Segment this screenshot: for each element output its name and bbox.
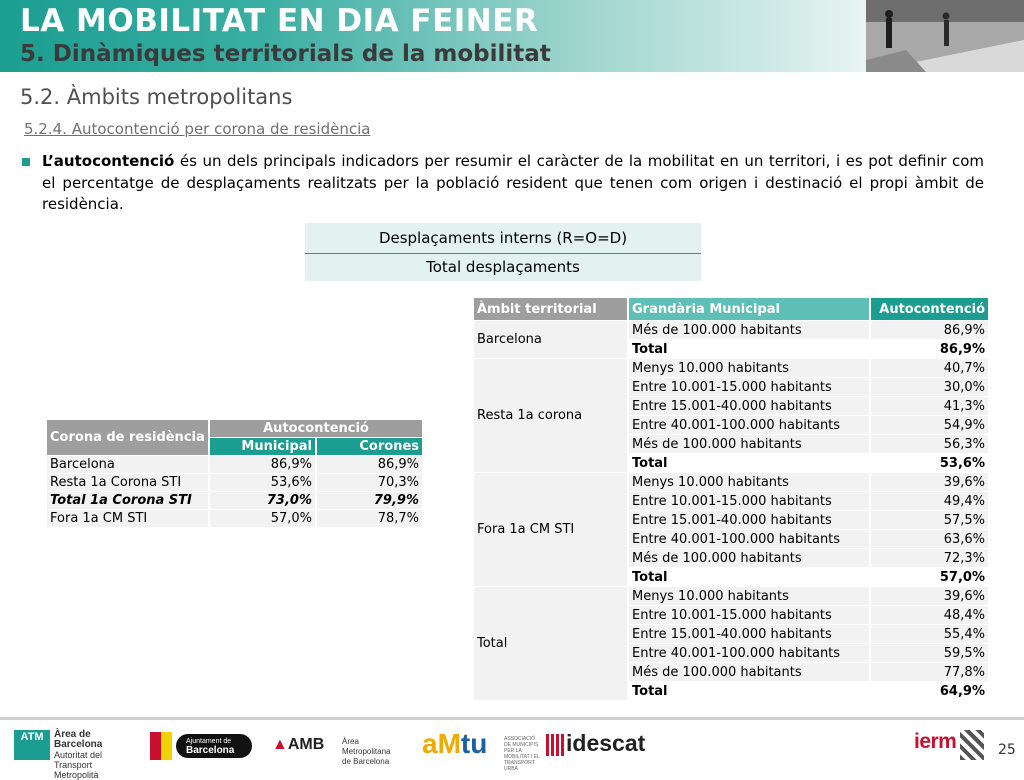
- size-cell: Més de 100.000 habitants: [629, 321, 869, 339]
- value-cell: 72,3%: [871, 549, 988, 567]
- ambit-col-header: Àmbit territorial: [474, 298, 627, 320]
- size-cell: Entre 40.001-100.000 habitants: [629, 416, 869, 434]
- value-cell: 86,9%: [871, 340, 988, 358]
- amtu-mark-b: tu: [460, 728, 488, 759]
- page-subtitle: 5. Dinàmiques territorials de la mobilitat: [20, 41, 551, 67]
- size-cell: Entre 40.001-100.000 habitants: [629, 644, 869, 662]
- row-label: Resta 1a Corona STI: [47, 474, 208, 491]
- atm-line: Àrea de Barcelona: [54, 729, 103, 750]
- amb-mark-text: AMB: [287, 736, 325, 753]
- size-cell: Total: [629, 340, 869, 358]
- value-cell: 57,0%: [871, 568, 988, 586]
- size-cell: Entre 15.001-40.000 habitants: [629, 625, 869, 643]
- idescat-stripes-icon: [546, 734, 564, 756]
- table-row-total: [47, 492, 422, 509]
- ambit-cell: Barcelona: [474, 321, 627, 358]
- size-cell: Entre 10.001-15.000 habitants: [629, 378, 869, 396]
- value-cell: 39,6%: [871, 473, 988, 491]
- ierm-pattern-icon: [960, 730, 984, 760]
- value-cell: 41,3%: [871, 397, 988, 415]
- value-cell: 40,7%: [871, 359, 988, 377]
- value-cell: 30,0%: [871, 378, 988, 396]
- size-cell: Entre 10.001-15.000 habitants: [629, 606, 869, 624]
- table-row: [474, 473, 988, 491]
- table-row: [474, 359, 988, 377]
- value-cell: 77,8%: [871, 663, 988, 681]
- size-cell: Total: [629, 454, 869, 472]
- amtu-mark: [422, 728, 487, 760]
- size-cell: Més de 100.000 habitants: [629, 549, 869, 567]
- table-row: [47, 474, 422, 491]
- atm-mark: ATM: [14, 730, 50, 760]
- header-band: [0, 0, 866, 72]
- value-cell: 86,9%: [871, 321, 988, 339]
- idescat-text: idescat: [566, 730, 646, 756]
- size-cell: Total: [629, 568, 869, 586]
- value-cell: 57,5%: [871, 511, 988, 529]
- corones-header: Corones: [317, 438, 422, 455]
- formula-numerator: Desplaçaments interns (R=O=D): [305, 223, 701, 254]
- ambit-cell: Resta 1a corona: [474, 359, 627, 472]
- size-cell: Més de 100.000 habitants: [629, 435, 869, 453]
- idescat-logo: [546, 728, 650, 762]
- paragraph-text: és un dels principals indicadors per resumir el caràcter de la mobilitat en un territori, i es pot definir com el percentatge de desplaçaments realitzats per la població resident que tenen com origen i destinació el propi àmbit de residència.: [42, 152, 984, 213]
- size-cell: Més de 100.000 habitants: [629, 663, 869, 681]
- row-corones: 79,9%: [317, 492, 422, 509]
- autocontencio-col-header: Autocontenció: [871, 298, 988, 320]
- row-corones: 78,7%: [317, 510, 422, 527]
- amb-logo: [272, 728, 402, 766]
- corona-col-header: Corona de residència: [47, 420, 208, 455]
- atm-line: Metropolità: [54, 770, 99, 780]
- size-cell: Total: [629, 682, 869, 700]
- row-municipal: 86,9%: [210, 456, 315, 473]
- intro-paragraph: [42, 151, 984, 216]
- section-title: 5.2. Àmbits metropolitans: [20, 85, 293, 109]
- amtu-text: ASSOCIACIÓ DE MUNICIPIS PER LA MOBILITAT I EL TRANSPORT URBÀ: [504, 736, 540, 772]
- row-label: Barcelona: [47, 456, 208, 473]
- row-corones: 70,3%: [317, 474, 422, 491]
- ajuntament-big: Barcelona: [186, 745, 235, 756]
- row-corones: 86,9%: [317, 456, 422, 473]
- size-cell: Menys 10.000 habitants: [629, 587, 869, 605]
- page-title: LA MOBILITAT EN DIA FEINER: [20, 3, 539, 39]
- amb-mark: [272, 736, 324, 754]
- size-cell: Entre 15.001-40.000 habitants: [629, 397, 869, 415]
- barcelona-shield-icon: [150, 732, 172, 760]
- value-cell: 53,6%: [871, 454, 988, 472]
- subsection-title: 5.2.4. Autocontenció per corona de residència: [24, 120, 371, 138]
- size-cell: Menys 10.000 habitants: [629, 359, 869, 377]
- value-cell: 55,4%: [871, 625, 988, 643]
- amb-arrow-icon: ▲: [272, 736, 288, 753]
- municipal-header: Municipal: [210, 438, 315, 455]
- amb-line: Àrea Metropolitana: [342, 737, 391, 756]
- value-cell: 48,4%: [871, 606, 988, 624]
- bullet-square-icon: [22, 158, 30, 166]
- ierm-logo: [914, 728, 984, 762]
- amtu-mark-a: aM: [422, 728, 461, 759]
- grandaria-table: [472, 297, 990, 701]
- ajuntament-pill: [176, 734, 252, 758]
- table-row: [47, 510, 422, 527]
- row-municipal: 73,0%: [210, 492, 315, 509]
- formula-denominator: Total desplaçaments: [305, 254, 701, 281]
- corona-table: [45, 419, 424, 528]
- size-cell: Entre 15.001-40.000 habitants: [629, 511, 869, 529]
- amb-text: [342, 737, 402, 767]
- atm-line: Autoritat del Transport: [54, 750, 103, 770]
- value-cell: 56,3%: [871, 435, 988, 453]
- value-cell: 59,5%: [871, 644, 988, 662]
- bold-term: L’autocontenció: [42, 152, 175, 170]
- size-cell: Entre 40.001-100.000 habitants: [629, 530, 869, 548]
- pedestrians-photo-icon: [866, 0, 1024, 72]
- autocontencio-group-header: Autocontenció: [210, 420, 422, 437]
- value-cell: 63,6%: [871, 530, 988, 548]
- size-cell: Entre 10.001-15.000 habitants: [629, 492, 869, 510]
- formula-box: [305, 223, 701, 281]
- row-label: Total 1a Corona STI: [47, 492, 208, 509]
- row-municipal: 57,0%: [210, 510, 315, 527]
- value-cell: 49,4%: [871, 492, 988, 510]
- value-cell: 64,9%: [871, 682, 988, 700]
- amtu-logo: [422, 728, 540, 772]
- atm-logo: [14, 728, 134, 780]
- header-photo: [866, 0, 1024, 72]
- value-cell: 54,9%: [871, 416, 988, 434]
- atm-text: [54, 730, 134, 780]
- ierm-text: ierm: [914, 730, 957, 753]
- row-municipal: 53,6%: [210, 474, 315, 491]
- table-row: [474, 321, 988, 339]
- row-label: Fora 1a CM STI: [47, 510, 208, 527]
- page-number: 25: [998, 742, 1016, 758]
- grandaria-col-header: Grandària Municipal: [629, 298, 869, 320]
- ambit-cell: Total: [474, 587, 627, 700]
- footer-divider: [0, 717, 1024, 720]
- size-cell: Menys 10.000 habitants: [629, 473, 869, 491]
- ajuntament-small: Ajuntament de: [186, 738, 232, 745]
- ambit-cell: Fora 1a CM STI: [474, 473, 627, 586]
- ajuntament-logo: [150, 728, 254, 762]
- value-cell: 39,6%: [871, 587, 988, 605]
- amb-line: de Barcelona: [342, 757, 390, 766]
- table-row: [47, 456, 422, 473]
- table-row: [474, 587, 988, 605]
